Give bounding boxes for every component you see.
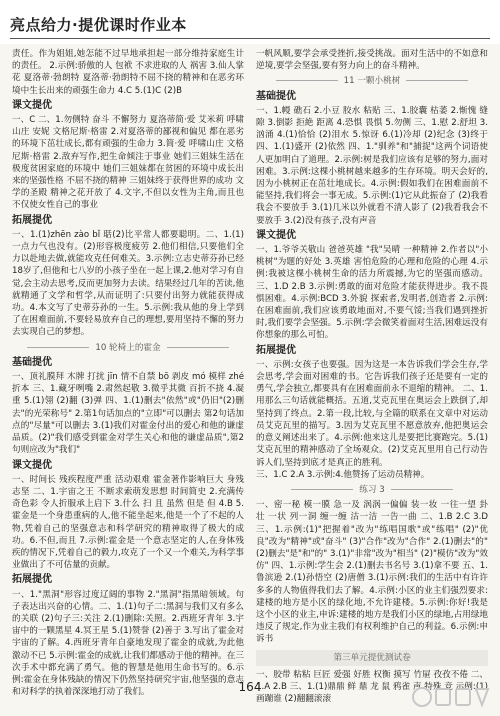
lesson-title xyxy=(256,484,488,496)
answer-paragraph: 三、1.C 2.A 3.示例:4.他赞扬了运动员精神。 xyxy=(256,469,430,480)
lesson-rule xyxy=(276,80,338,81)
answer-paragraph: 责任。作为姐姐,她怎能不过早地承担起一部分维持家庭生计的责任。 2.示例:骄傲的人 包袱 不求进取的人 祸害 3.仙人掌花 夏洛蒂·勃朗特 夏洛蒂·勃朗特不屈不挠的精神和在恶劣环境中生长出来的顽强生命力 4.C 5.(1)C (2)B xyxy=(12,49,244,96)
left-column xyxy=(12,48,244,698)
page-header xyxy=(0,0,500,44)
answer-paragraph: 一、1."黑洞"形容过度辽阔的事物 2."黑洞"指黑暗领域。句子表达出兴奋的心情。二、1.(1)句子二:黑洞与我们又有多么的关联 (2)句子三:关注 2.(1)删除:关照。2.西班牙青年 3.宇宙中的一颗黑星 4.冥王星 5.(1)赞誉 (2)善于 3.写出了霍金对宇宙的了解。4.西班牙青年自豪地发现了霍金的成就,为此他激动不已 5.示例:霍金的成就,让我们都感动于他的精神。在三次手术中都充满了勇气。他的智慧是他用生命书写的。6.示例:霍金在身体残缺的情况下仍然坚持研究宇宙,他坚强的意志和对科学的执着深深地打动了我们。 xyxy=(12,589,244,698)
unit-test-heading: 第三单元提优测试卷 xyxy=(256,650,488,666)
lesson-rule xyxy=(291,489,353,490)
header-divider xyxy=(10,38,490,39)
lesson-title-text: 11 一颗小桃树 xyxy=(343,76,401,87)
answer-paragraph: 一、C 二、1.勿侧特 奋斗 不懈努力 夏洛蒂简·爱 艾米莉 呼啸山庄 安妮 文格尼斯·格雷 2.对夏洛蒂的鄙视和偏见 都在恶劣的环境下茁壮成长,都有顽强的生命力 3.简·爱 呼啸山庄 文格尼斯·格雷 2.敌弃写作,把生命倾注于事业 她们三姐妹生活在极度贫困家庭的环境中 她们三姐妹都在贫困的环境中成长出来的坚强性格 不屈不挠的精神 三姐妹终于获得世界的成功 文学的圣殿 精神之花开放了 4.文字,不但以女性为主角,而且也不仅使女性自己的事业 xyxy=(12,115,244,211)
section-heading: 课文提优 xyxy=(12,459,52,471)
lesson-rule xyxy=(27,347,89,348)
lesson-title xyxy=(256,75,488,87)
section-heading: 拓展提优 xyxy=(12,214,52,226)
section-heading: 拓展提优 xyxy=(12,574,52,586)
lesson-title xyxy=(12,342,244,354)
page-number: 164 xyxy=(238,680,262,694)
lesson-rule xyxy=(167,347,229,348)
answer-paragraph: 一帆风顺,要学会承受挫折,接受挑战。面对生活中的不如意和逆境,要学会坚强,要有努力向上的奋斗精神。 xyxy=(256,49,488,72)
section-heading: 课文提优 xyxy=(12,99,52,111)
lesson-rule xyxy=(406,80,468,81)
section-heading: 基础提优 xyxy=(12,356,52,368)
watermark-logo-icon xyxy=(412,684,492,710)
answer-paragraph: 一、示例:女孩子也要强。因为这是一本告诉我们学会生存,学会思考,学会面对困难的书。它告诉我们孩子还是要有一定的勇气,学会独立,都要具有在困难面前永不退缩的精神。 二、1.用那么三句话就能概括。五道,艾克瓦里在奥运会上跌倒了,却坚持到了终点。2.第一段,比较,与全篇的联系在文章中对运动员艾克瓦里的描写。3.因为艾克瓦里不愿意放弃,他把奥运会的意义阐述出来了。4.示例:他来这儿是要把比赛跑完。5.(1)艾克瓦里的精神感动了全场观众。(2)艾克瓦里用自己行动告诉人们,坚持到底才是真正的胜利。 xyxy=(256,359,488,468)
answer-paragraph: 一、密一秘 模一膜 急一及 涡涡一偏偏 装一妆 一往一望 卦 壮 一状 列一洞 缠一缠 沽一洁 一告一曲 二、1.B 2.C 3.D 三、1.示例:(1)"把握着"改为"练唱国歌"或"练唱" (2)"优良"改为"精神"或"奋斗" (3)"合作"改为"合作" 2.(1)删去"的" (2)删去"是"和"的" 3.(1)"非常"改为"相当" (2)"模仿"改为"效仿" 四、1.示例:学生会 2.(1)删去书名号 3.(1)拿不要 五、1.鲁滨逊 2.(1)孙悟空 (2)唐僧 3.(1)示例:我们的生活中有许许多多的人物值得我们去了解。4.示例:小区的业主们强烈要求:建楼的地方是小区的绿化地,不允许建楼。5.示例:你好!我是这个小区的业主,申诉:建楼的地方是我们小区的绿地,占用绿地违反了规定,作为业主我们有权利维护自己的利益。6.示例:申诉书 xyxy=(256,500,488,645)
lesson-rule xyxy=(391,489,453,490)
answer-paragraph: 一、时间长 残疾程度严重 活动艰难 霍金著作影响巨大 身残志坚 二、1.宇宙之王 不断求索萌发思想 时间简史 2.充满传奇色彩 令人折服承上启下 3.什么 扫 且 虽然 但是 但 4.B 5.霍金是一个身患重病的人,他不能坐起来,他是一个了不起的人物,凭着自己的坚强意志和科学研究的精神取得了极大的成功。6.不但,而且 7.示例:霍金是一个意志坚定的人,在身体残疾的情况下,凭着自己的毅力,攻克了一个又一个难关,为科学事业做出了不可估量的贡献。 xyxy=(12,474,244,571)
answer-paragraph: 一、1.(1)zhēn zào bǐ 聒(2)比平常人都要聪明。二、1.(1)一点力气也没有。(2)形容极度疲劳 2.他们相信,只要他们全力以赴地去做,就能攻克任何难关。3.示例:立志史蒂芬孙已经18岁了,但他和七八岁的小孩子坐在一起上课,2.他对学习有自觉,会主动去思考,反而更加努力去读。结果经过几年的苦读,他就精通了文学和哲学,从而证明了:只要付出努力就能获得成功。4.本文写了史蒂芬孙的一生。5.示例:我从他的身上学到了在困难面前,不要轻易放弃自己的理想,要用坚持不懈的努力去实现自己的梦想。 xyxy=(12,229,244,338)
book-title: 亮点给力·提优课时作业本 xyxy=(10,16,187,34)
section-heading: 基础提优 xyxy=(256,90,296,102)
answer-paragraph: 一、1.幔 礁石 2.小豆 胶水 粘贴 三、1.胶囊 枯萎 2.惭愧 缝隙 3.倒影 拒絶 距离 4.恐惧 畏惧 5.勿侧 三、1.慰 2.舒坦 3.汹涌 4.(1)恰恰 (2)泪水 5.惊讶 6.(1)冷却 (2)纪念 (3)终于 四、1.(1)盛开 (2)依然 四、1."驯养"和"捕捉"这两个词语使人更加明白了道理。2.示例:树是我们应该有足够的努力,面对困难。3.示例:这棵小桃树越来越多的生存环境。明天会好的,因为小桃树正在茁壮地成长。4.示例:假如我们在困难面前不能坚持,我们将会一事无成。5.示例:(1)它从此振奋了 (2)我看我会不要放手 3.(1)几米以外就看不清人影了 (2)我看我会不要放手 3.(2)没有孩子,没有声音 xyxy=(256,105,488,226)
lesson-title-text: 10 轮椅上的霍金 xyxy=(95,342,161,353)
lesson-title-text: 练习 3 xyxy=(359,484,385,495)
answer-paragraph: 一、1.爷爷关敬山 爸爸英雄 "我"吴晴 一种精神 2.作者以"小桃树"为题的好处 3.英雄 害怕危险的心理和危险的心理 4.示例:我被这棵小桃树生命的活力所震撼,为它的坚强而感动。三、1.D 2.B 3.示例:勇敢的面对危险才能获得进步。我不畏惧困难。4.示例:BCD 3.外貌 探索者,发明者,创造者 2.示例:在困难面前,我们应该勇敢地面对,不要气馁;当我们遇到挫折时,我们要学会坚强。5.示例:学会微笑着面对生活,困难远没有你想象的那么可怕。 xyxy=(256,245,488,341)
answer-paragraph: 一、胶带 粘粘 巨匠 爱强 好胜 权衡 摸写 竹屉 孜孜不倦 二、1.A 2.B 三、1.(1)鼎鼎 鲜 鼎 龙 鼠 鸦雀 声 特殊 竞 示例:(1)画蹦谁 (2)翻翻滚滚 xyxy=(256,669,488,705)
answer-paragraph: 一、顶礼膜拜 木牌 打扰 jīn 情不自禁 bō 剥皮 mó 模样 zhé 折本 三、1.藏牙咧嘴 2.肃然起敬 3.微乎其微 百折不挠 4.凝重 5.(1)翎 (2)翻 (3)弹 四、1.(1)删去"依然"或"仍旧"(2)删去"的光荣称号" 2.第1句话加点的"立即"可以删去 第2句话加点的"尽量"可以删去 3.(1)我们对霍金付出的爱心和他的谦虚品质。(2)"我们感受到霍金对学生关心和他的谦虚品质",第2句则应改为"我们" xyxy=(12,372,244,456)
right-column xyxy=(256,48,488,705)
section-heading: 拓展提优 xyxy=(256,344,296,356)
section-heading: 课文提优 xyxy=(256,229,296,241)
